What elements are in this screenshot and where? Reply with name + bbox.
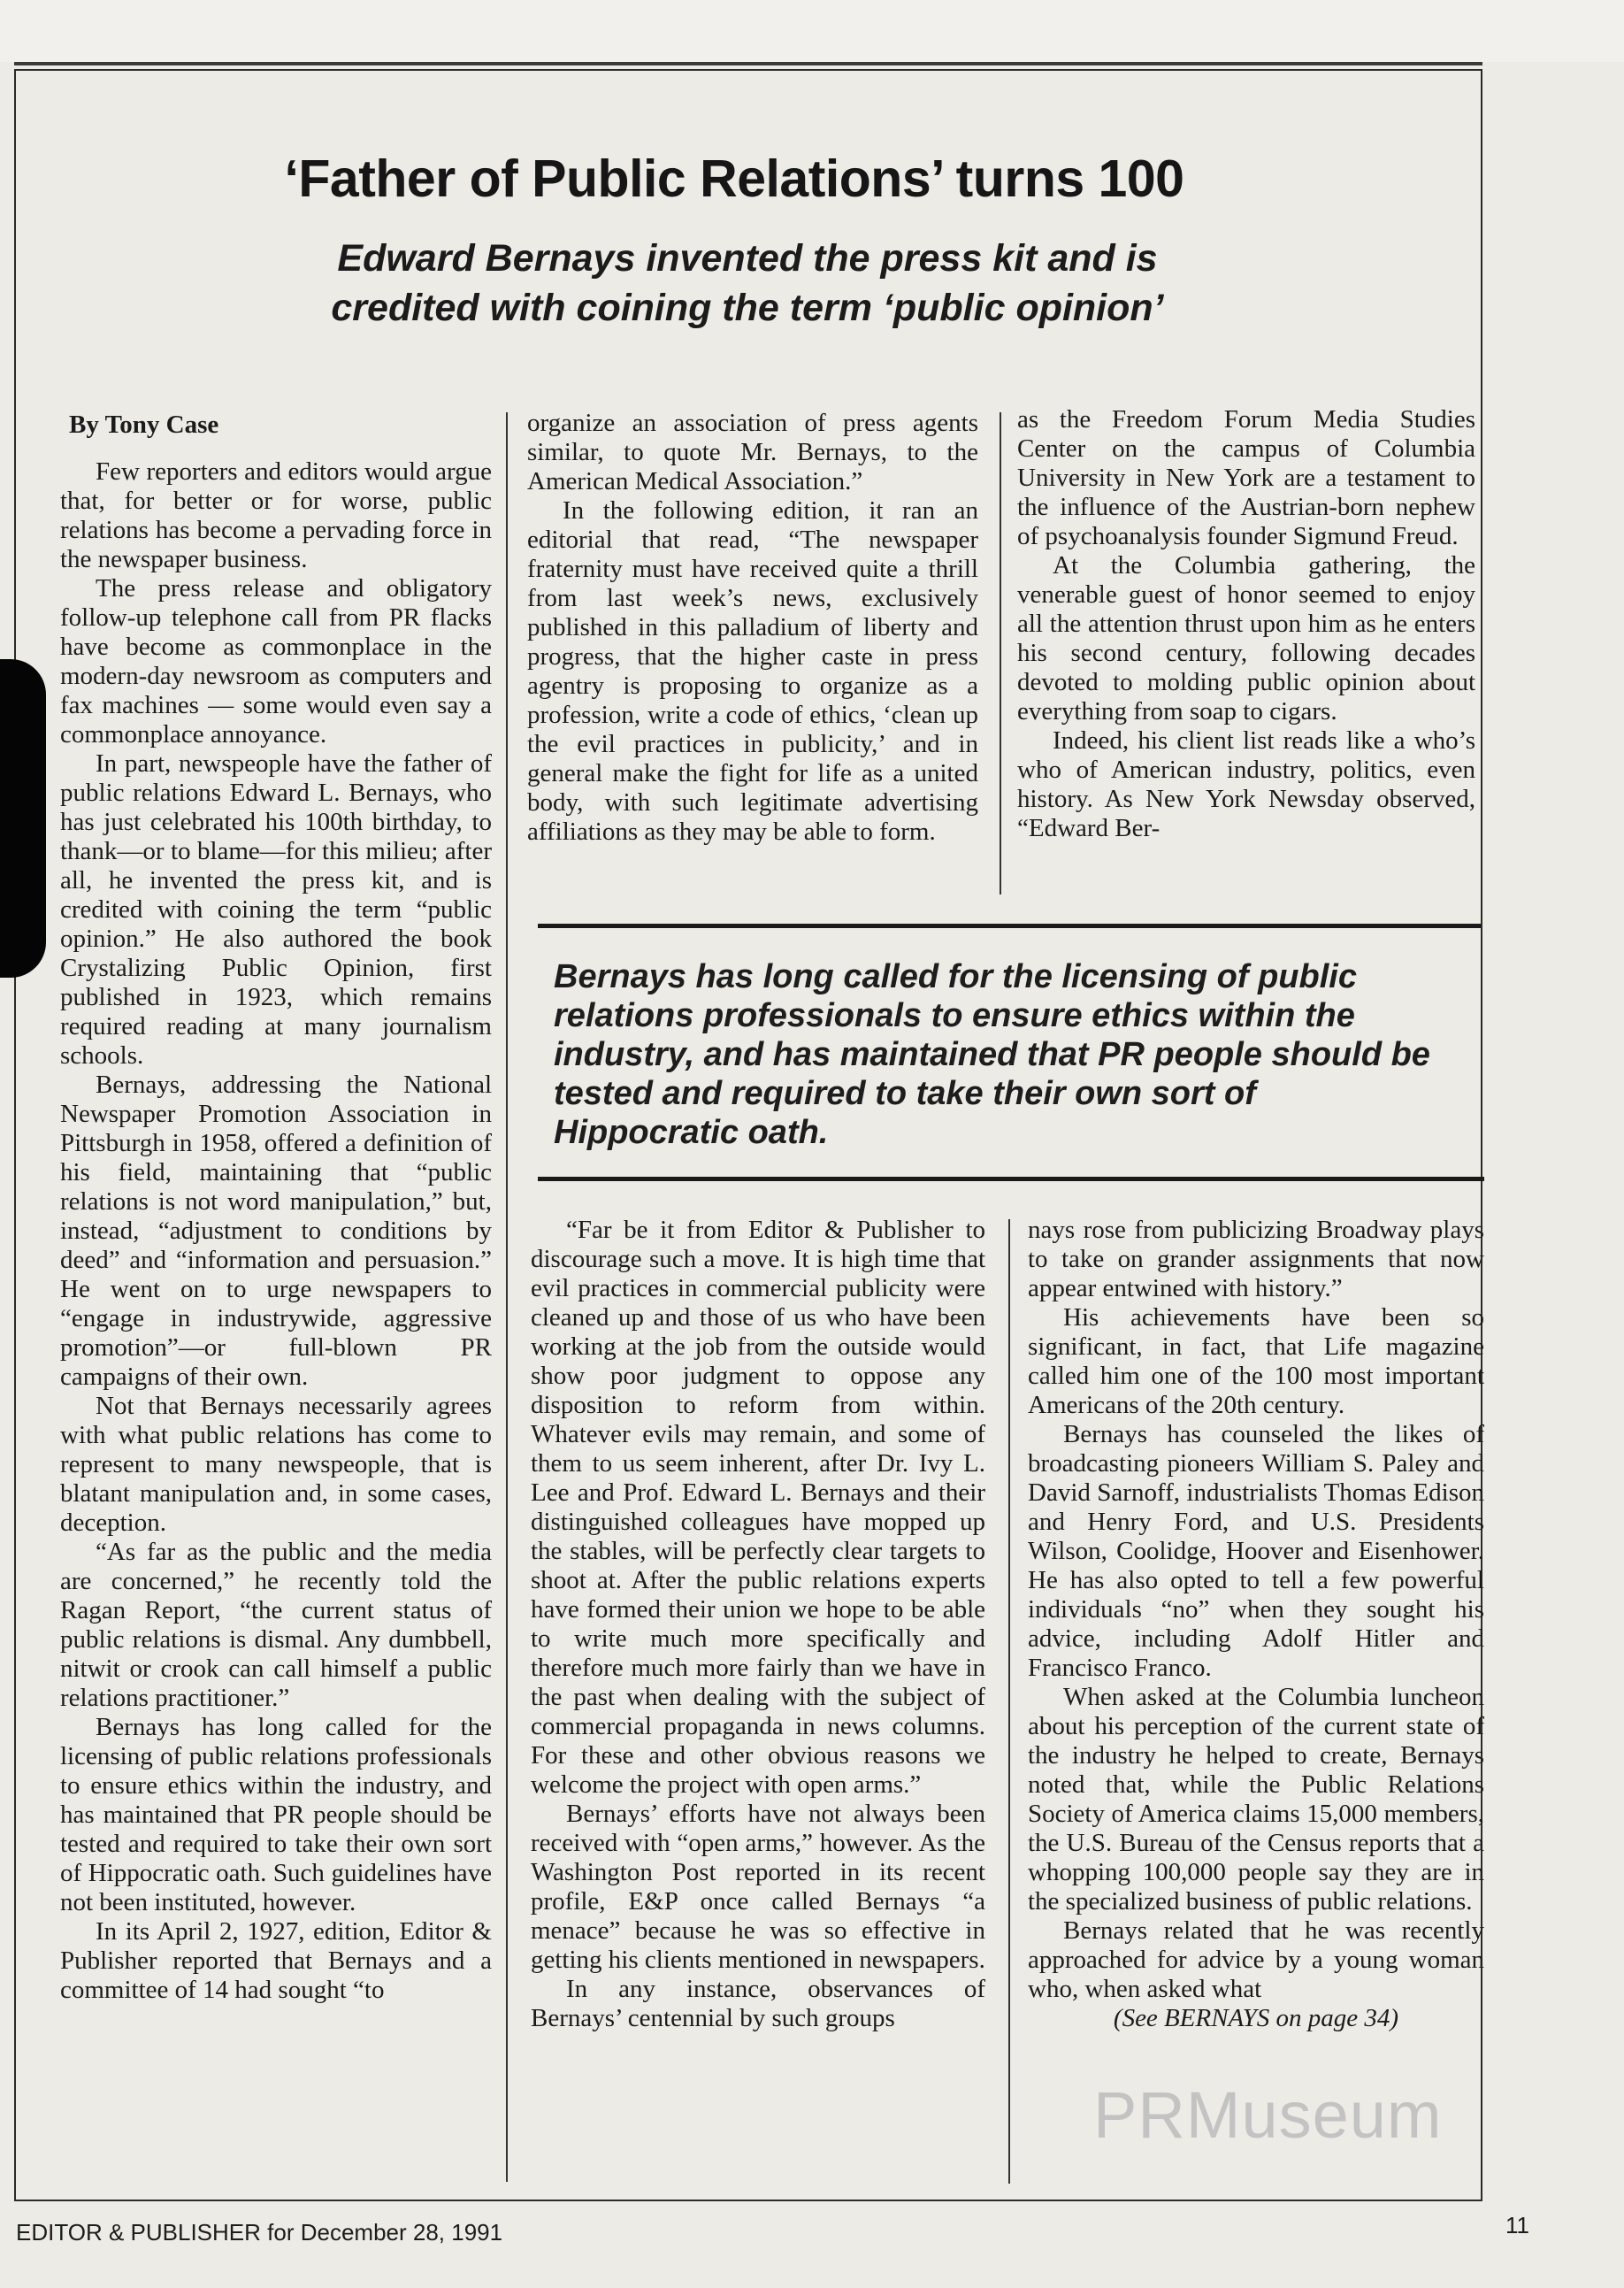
paragraph: His achievements have been so significant, in fact, that Life magazine called him one of the 100 most important Americans of the 20th century. — [1028, 1303, 1484, 1419]
paragraph: “Far be it from Editor & Publisher to discourage such a move. It is high time that evil practices in commercial publicity were cleaned up and those of us who have been working at the job from the outside would show poor judgment to oppose any disposition to reform from within. Whatever evils may remain, and some of them to us seem inherent, after Dr. Ivy L. Lee and Prof. Edward L. Bernays and their distinguished colleagues have mopped up the stables, will be perfectly clear targets to shoot at. After the public relations experts have formed their union we hope to be able to write much more specifically and therefore much more fairly than we have in the past when dealing with the subject of commercial propaganda in news columns. For these and other obvious reasons we welcome the project with open arms.” — [531, 1216, 985, 1799]
page-top-margin — [0, 0, 1624, 62]
column-3-bottom — [1028, 1216, 1484, 2198]
headline: ‘Father of Public Relations’ turns 100 — [284, 150, 1184, 208]
deck-line-1: Edward Bernays invented the press kit and is — [337, 237, 1158, 280]
page-number: 11 — [1505, 2212, 1529, 2238]
publication-footer: EDITOR & PUBLISHER for December 28, 1991 — [16, 2219, 503, 2246]
column-divider — [1008, 1219, 1010, 2184]
paragraph: nays rose from publicizing Broadway plays to take on grander assignments that now appear entwined with history.” — [1028, 1216, 1484, 1302]
column-2-bottom — [531, 1216, 985, 2193]
column-divider — [1000, 412, 1001, 894]
paragraph: Bernays, addressing the National Newspaper Promotion Association in Pittsburgh in 1958, offered a definition of his field, maintaining that “public relations is not word manipulation,” but, instead, “adjustment to conditions by deed” and “information and persuasion.” He went on to urge newspapers to “engage in industrywide, aggressive promotion”—or full-blown PR campaigns of their own. — [60, 1071, 492, 1391]
paragraph: Bernays has counseled the likes of broadcasting pioneers William S. Paley and David Sarnoff, industrialists Thomas Edison and Henry Ford, and U.S. Presidents Wilson, Coolidge, Hoover and Eisenhower. He has also opted to tell a few powerful individuals “no” when they sought his advice, including Adolf Hitler and Francisco Franco. — [1028, 1420, 1484, 1682]
paragraph: organize an association of press agents similar, to quote Mr. Bernays, to the American Medical Association.” — [527, 409, 978, 495]
byline: By Tony Case — [69, 411, 219, 439]
paragraph: Bernays has long called for the licensing of public relations professionals to ensure ethics within the industry, and has maintained that PR people should be tested and required to take their own sort of Hippocratic oath. Such guidelines have not been instituted, however. — [60, 1713, 492, 1916]
paragraph: Bernays’ efforts have not always been received with “open arms,” however. As the Washington Post reported in its recent profile, E&P once called Bernays “a menace” because he was so effective in getting his clients mentioned in newspapers. — [531, 1800, 985, 1974]
watermark: PRMuseum — [1093, 2078, 1443, 2152]
paragraph: The press release and obligatory follow-up telephone call from PR flacks have become as commonplace in the modern-day newsroom as computers and fax machines — some would even say a commonplace annoyance. — [60, 574, 492, 749]
paragraph: In any instance, observances of Bernays’ centennial by such groups — [531, 1975, 985, 2032]
deck-line-2: credited with coining the term ‘public opinion’ — [331, 287, 1164, 329]
pullquote-rule-bottom — [538, 1177, 1484, 1181]
paragraph: In part, newspeople have the father of public relations Edward L. Bernays, who has just celebrated his 100th birthday, to thank—or to blame—for this milieu; after all, he invented the press kit, and is credited with coining the term “public opinion.” He also authored the book Crystalizing Public Opinion, first published in 1923, which remains required reading at many journalism schools. — [60, 749, 492, 1070]
pull-quote: Bernays has long called for the licensing of public relations professionals to ensure ethics within the industry, and has maintained that PR people should be tested and required to take their own sort of Hippocratic oath. — [554, 958, 1430, 1151]
column-divider — [506, 412, 508, 2182]
paragraph: Not that Bernays necessarily agrees with what public relations has come to represent to many newspeople, that is blatant manipulation and, in some cases, deception. — [60, 1392, 492, 1537]
pullquote-rule-top — [538, 924, 1481, 928]
paragraph: When asked at the Columbia luncheon about his perception of the current state of the industry he helped to create, Bernays noted that, while the Public Relations Society of America claims 15,000 members, the U.S. Bureau of the Census reports that a whopping 100,000 people say they are in the specialized business of public relations. — [1028, 1683, 1484, 1916]
continued-notice: (See BERNAYS on page 34) — [1113, 2004, 1399, 2032]
column-3-top — [1017, 405, 1475, 901]
paragraph: Bernays related that he was recently approached for advice by a young woman who, when asked what — [1028, 1916, 1484, 2003]
deck-subheadline — [230, 234, 1265, 333]
paragraph: as the Freedom Forum Media Studies Center on the campus of Columbia University in New York are a testament to the influence of the Austrian-born nephew of psychoanalysis founder Sigmund Freud. — [1017, 405, 1475, 550]
paragraph: Indeed, his client list reads like a who’s who of American industry, politics, even history. As New York Newsday observed, “Edward Ber- — [1017, 726, 1475, 842]
paragraph: At the Columbia gathering, the venerable guest of honor seemed to enjoy all the attention thrust upon him as he enters his second century, following decades devoted to molding public opinion about everything from soap to cigars. — [1017, 551, 1475, 726]
column-1 — [60, 411, 492, 2189]
column-2-top — [527, 409, 978, 904]
top-border-rule — [14, 62, 1482, 65]
paragraph: Few reporters and editors would argue that, for better or for worse, public relations has become a pervading force in the newspaper business. — [60, 457, 492, 573]
scan-smudge — [0, 659, 46, 978]
paragraph: In its April 2, 1927, edition, Editor & Publisher reported that Bernays and a committee of 14 had sought “to — [60, 1917, 492, 2004]
paragraph: “As far as the public and the media are concerned,” he recently told the Ragan Report, “the current status of public relations is dismal. Any dumbbell, nitwit or crook can call himself a public relations practitioner.” — [60, 1538, 492, 1712]
paragraph: In the following edition, it ran an editorial that read, “The newspaper fraternity must have received quite a thrill from last week’s news, exclusively published in this palladium of liberty and progress, that the higher caste in press agentry is proposing to organize as a profession, write a code of ethics, ‘clean up the evil practices in publicity,’ and in general make the fight for life as a united body, with such legitimate advertising affiliations as they may be able to form. — [527, 496, 978, 846]
